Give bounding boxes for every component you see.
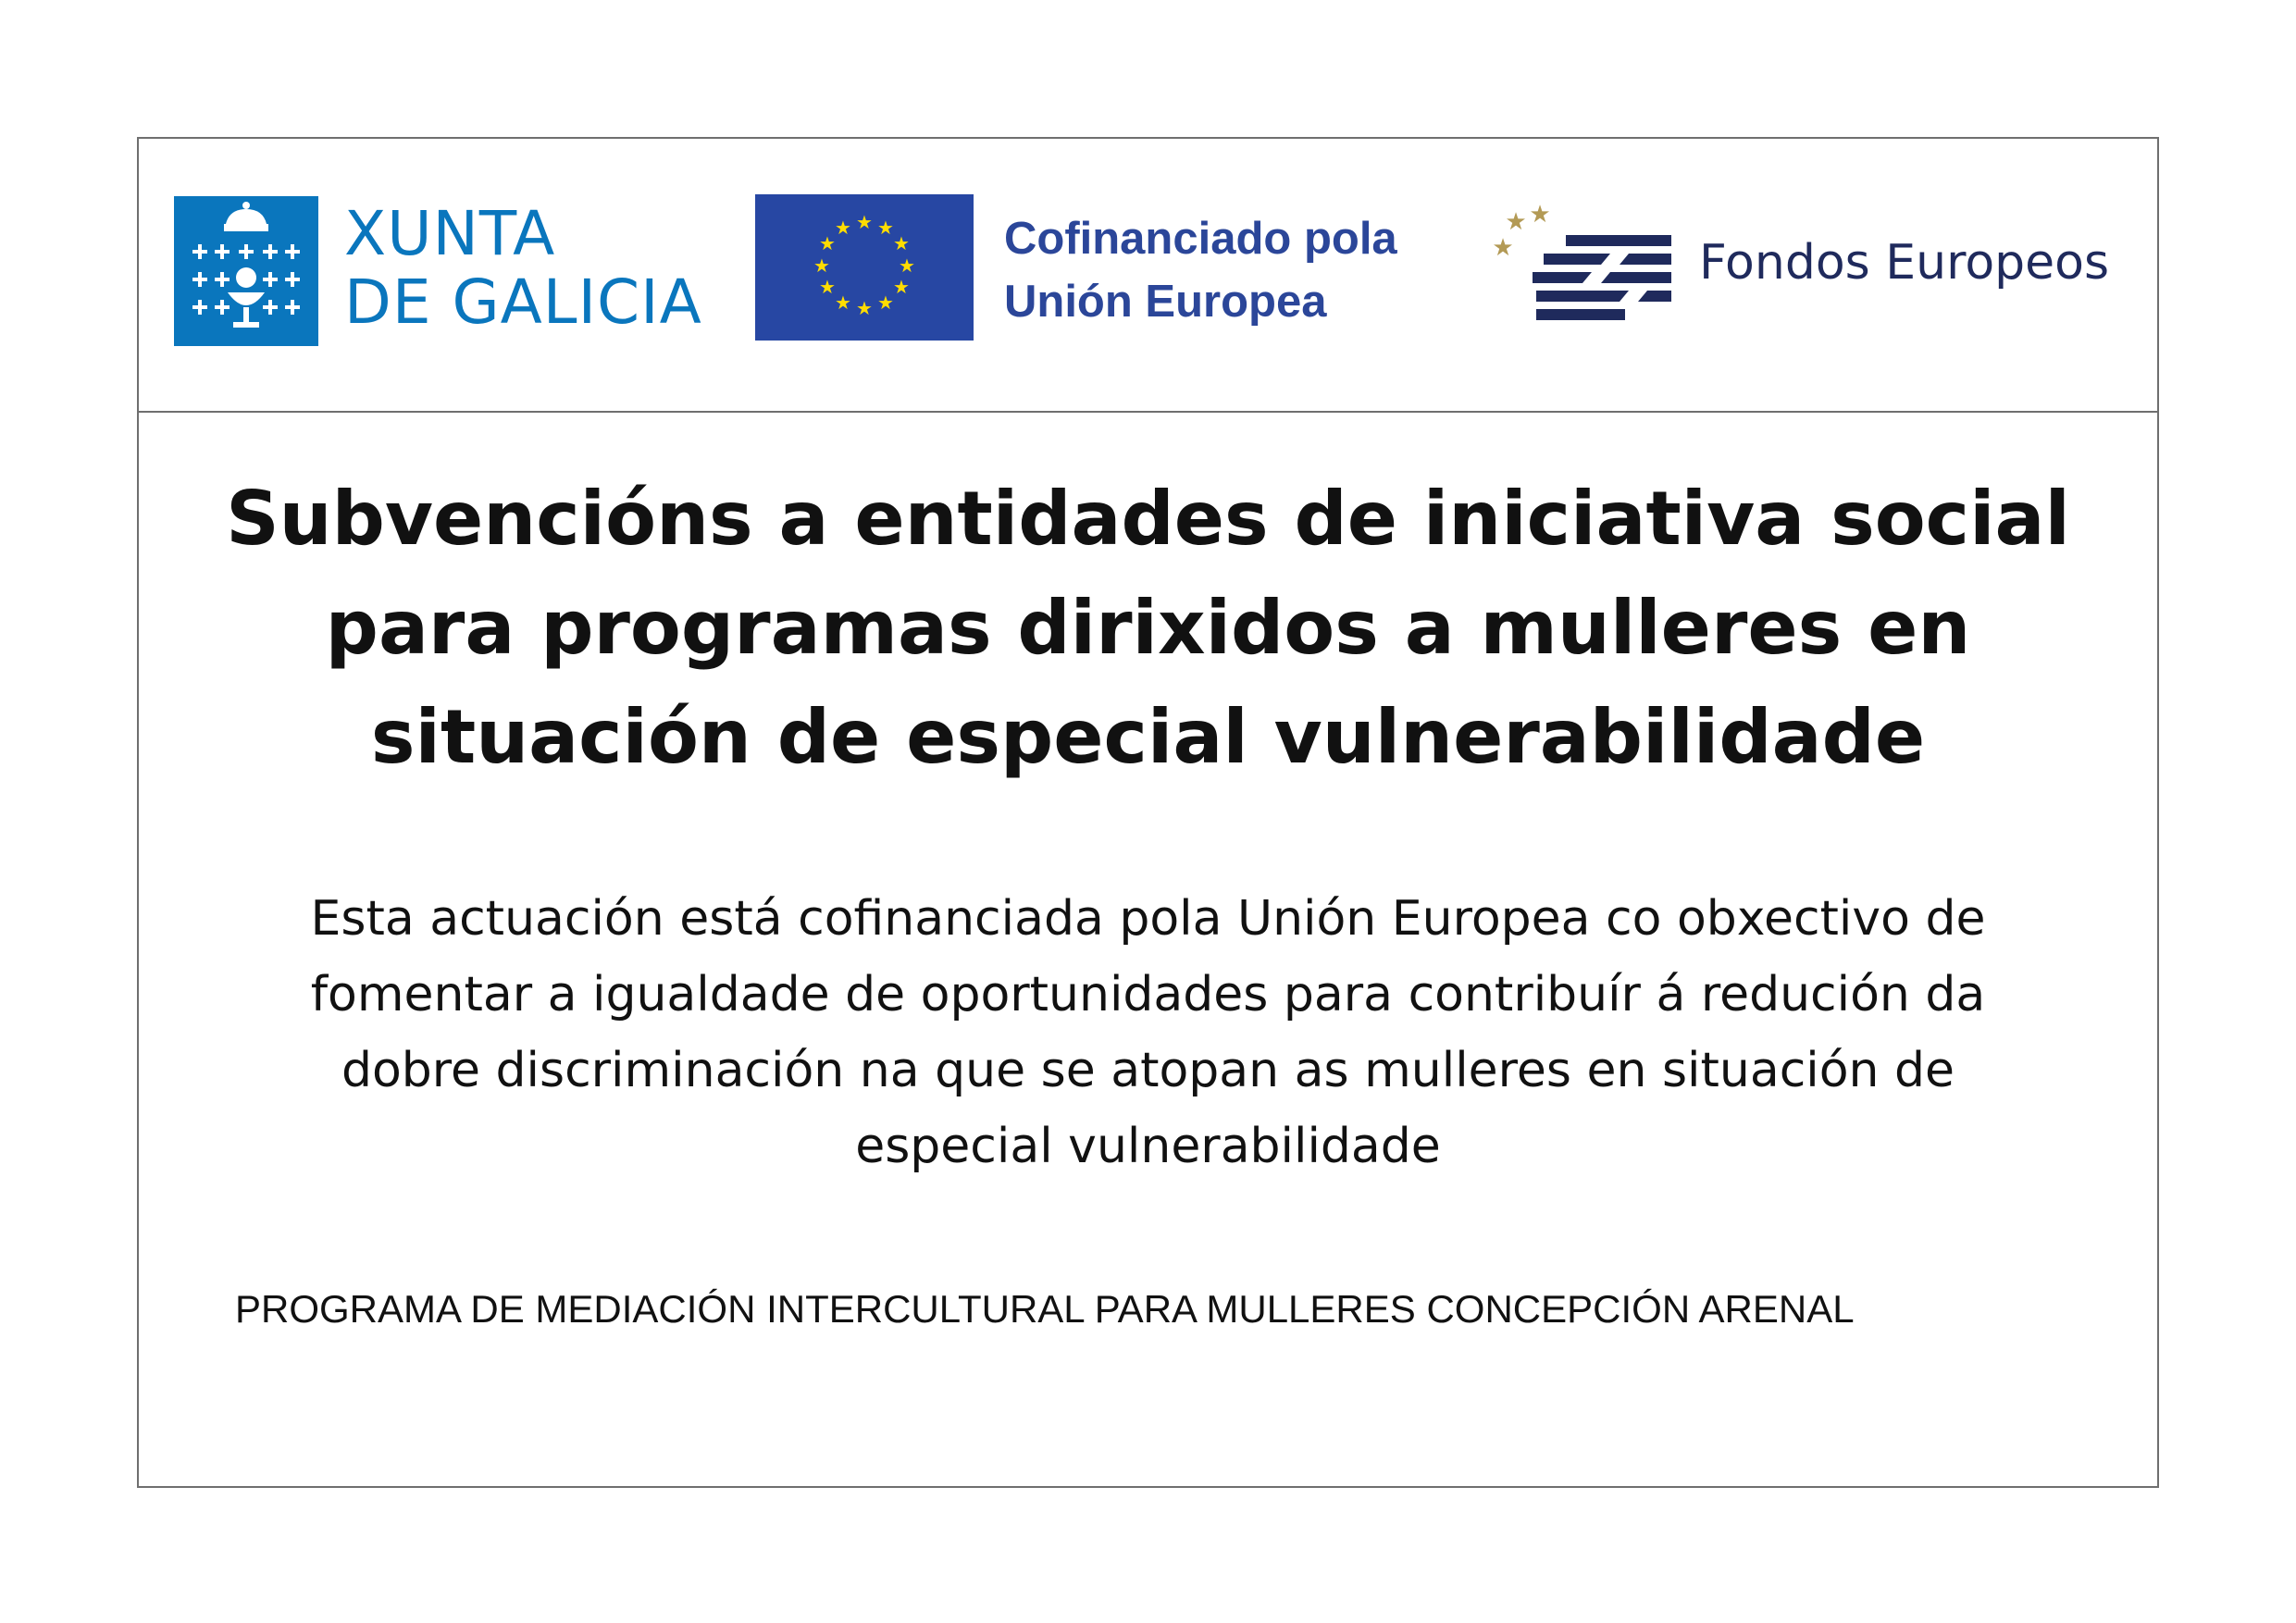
- svg-text:★: ★: [893, 232, 910, 254]
- description-paragraph: [139, 881, 2157, 1184]
- poster-frame: [137, 137, 2159, 1488]
- xunta-line-1: XUNTA: [344, 198, 556, 269]
- svg-text:★: ★: [877, 217, 894, 239]
- description-line-3: dobre discriminación na que se atopan as mulleres en situación de: [341, 1043, 1955, 1098]
- fondos-europeos-text: Fondos Europeos: [1699, 235, 2110, 291]
- xunta-logo-text: [344, 200, 702, 337]
- title-line-3: situación de especial vulnerabilidade: [370, 694, 1926, 780]
- eu-cofinancing-text: [1004, 207, 1397, 333]
- svg-text:★: ★: [856, 211, 873, 233]
- svg-text:★: ★: [1505, 208, 1527, 236]
- eu-line-2: Unión Europea: [1004, 277, 1327, 327]
- svg-text:★: ★: [899, 254, 915, 277]
- svg-text:★: ★: [856, 297, 873, 319]
- svg-text:★: ★: [813, 254, 830, 277]
- title-line-1: Subvencións a entidades de iniciativa social: [226, 476, 2070, 562]
- svg-text:★: ★: [835, 291, 851, 314]
- svg-text:★: ★: [835, 217, 851, 239]
- svg-text:★: ★: [1492, 234, 1514, 262]
- eu-flag-icon: [755, 194, 974, 341]
- eu-line-1: Cofinanciado pola: [1004, 214, 1397, 264]
- description-line-4: especial vulnerabilidade: [855, 1119, 1441, 1174]
- svg-text:★: ★: [819, 232, 836, 254]
- description-line-2: fomentar a igualdade de oportunidades para contribuír á redución da: [310, 967, 1986, 1022]
- xunta-line-2: DE GALICIA: [344, 266, 702, 338]
- description-line-1: Esta actuación está cofinanciada pola Unión Europea co obxectivo de: [310, 891, 1986, 947]
- main-title: [139, 465, 2157, 792]
- svg-text:★: ★: [1529, 204, 1551, 229]
- logo-header: [139, 139, 2157, 413]
- svg-text:★: ★: [893, 276, 910, 298]
- svg-text:★: ★: [877, 291, 894, 314]
- title-line-2: para programas dirixidos a mulleres en: [325, 585, 1971, 671]
- program-name: PROGRAMA DE MEDIACIÓN INTERCULTURAL PARA MULLERES CONCEPCIÓN ARENAL: [235, 1287, 1855, 1331]
- xunta-emblem-icon: [174, 196, 318, 346]
- svg-text:★: ★: [819, 276, 836, 298]
- fondos-europeos-icon: [1490, 204, 1677, 324]
